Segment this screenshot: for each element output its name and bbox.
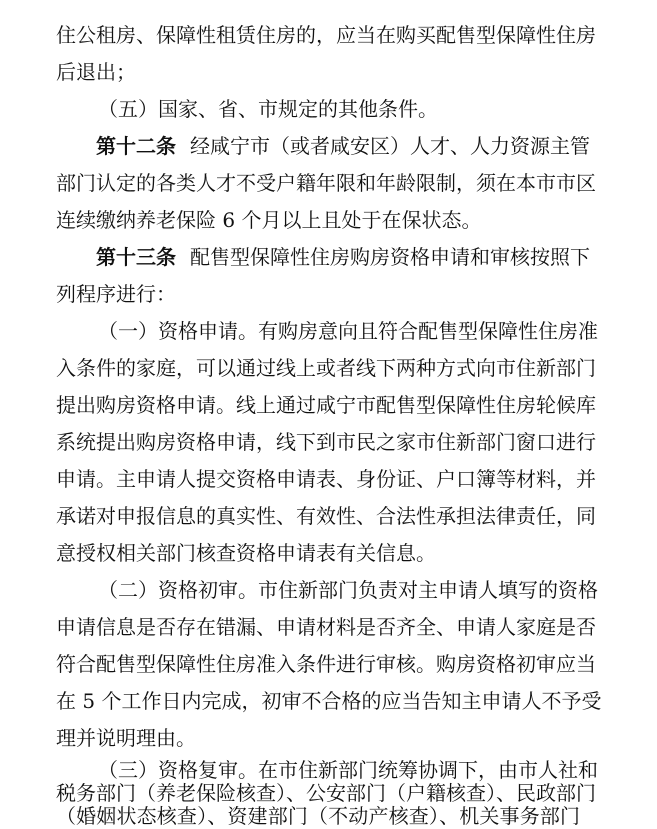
text-line: 连续缴纳养老保险 6 个月以上且处于在保状态。 <box>56 208 482 232</box>
text-line: 列程序进行： <box>56 282 176 306</box>
text-line: （五）国家、省、市规定的其他条件。 <box>98 97 438 121</box>
article-12-line <box>96 133 590 159</box>
text-line: 住公租房、保障性租赁住房的，应当在购买配售型保障性住房 <box>56 23 596 47</box>
text-line: 申请信息是否存在错漏、申请材料是否齐全、申请人家庭是否 <box>56 615 596 639</box>
text-line: 承诺对申报信息的真实性、有效性、合法性承担法律责任，同 <box>56 504 596 528</box>
text-line: 申请。主申请人提交资格申请表、身份证、户口簿等材料，并 <box>56 467 596 491</box>
text-line: （一）资格申请。有购房意向且符合配售型保障性住房准 <box>98 319 598 343</box>
text-line: （三）资格复审。在市住新部门统筹协调下，由市人社和 <box>98 758 598 782</box>
text-line: （婚姻状态核查）、资建部门（不动产核查）、机关事务部门 <box>56 804 580 828</box>
text-line: （二）资格初审。市住新部门负责对主申请人填写的资格 <box>98 578 598 602</box>
text-line: 税务部门（养老保险核查）、公安部门（户籍核查）、民政部门 <box>56 781 596 805</box>
text-line: 符合配售型保障性住房准入条件进行审核。购房资格初审应当 <box>56 652 596 676</box>
text-span: 配售型保障性住房购房资格申请和审核按照下 <box>190 245 590 269</box>
article-13-heading: 第十三条 <box>96 245 176 269</box>
article-13-line <box>96 244 590 270</box>
text-line: 系统提出购房资格申请，线下到市民之家市住新部门窗口进行 <box>56 430 596 454</box>
text-line: 入条件的家庭，可以通过线上或者线下两种方式向市住新部门 <box>56 356 596 380</box>
text-line: 提出购房资格申请。线上通过咸宁市配售型保障性住房轮候库 <box>56 393 596 417</box>
text-line: 理并说明理由。 <box>56 726 196 750</box>
text-line: 意授权相关部门核查资格申请表有关信息。 <box>56 541 436 565</box>
text-span: 经咸宁市（或者咸安区）人才、人力资源主管 <box>190 134 590 158</box>
text-line: 后退出； <box>56 60 136 84</box>
text-line: 在 5 个工作日内完成，初审不合格的应当告知主申请人不予受 <box>56 689 602 713</box>
text-line: 部门认定的各类人才不受户籍年限和年龄限制，须在本市市区 <box>56 171 596 195</box>
article-12-heading: 第十二条 <box>96 134 176 158</box>
